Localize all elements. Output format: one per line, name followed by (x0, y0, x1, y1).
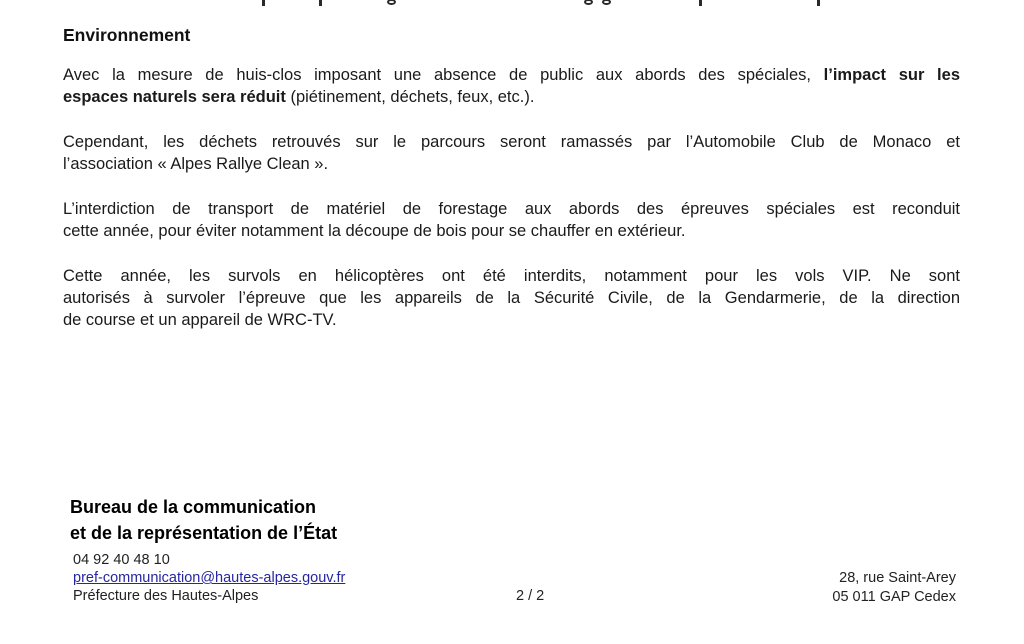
body-paragraph (63, 131, 960, 175)
text-line (63, 198, 960, 220)
footer-address-block (832, 569, 956, 606)
letter-descender-fragment (584, 0, 593, 5)
text-line (63, 131, 960, 153)
text: Cette année, les survols en hélicoptères ont été interdits, notamment pour les vols VIP. Ne sont (63, 267, 960, 285)
letter-descender-fragment (262, 0, 265, 6)
body-paragraphs (63, 64, 960, 331)
text-line (63, 287, 960, 309)
text: (piétinement, déchets, feux, etc.). (285, 88, 535, 106)
text: autorisés à survoler l’épreuve que les appareils de la Sécurité Civile, de la Gendarmerie, de la direction (63, 289, 960, 307)
page-number: 2 / 2 (516, 588, 545, 604)
section-heading: Environnement (63, 25, 191, 45)
text: cette année, pour éviter notamment la découpe de bois pour se chauffer en extérieur. (63, 222, 686, 240)
text: de course et un appareil de WRC-TV. (63, 311, 337, 329)
footer-contact-block (73, 551, 345, 605)
text-line (63, 220, 960, 242)
body-paragraph (63, 64, 960, 108)
body-paragraph (63, 265, 960, 331)
text: Avec la mesure de huis-clos imposant une absence de public aux abords des spéciales, (63, 66, 824, 84)
text-line (63, 153, 960, 175)
letter-descender-fragment (387, 0, 396, 5)
text: Cependant, les déchets retrouvés sur le parcours seront ramassés par l’Automobile Club de Monaco et (63, 133, 960, 151)
text: l’association « Alpes Rallye Clean ». (63, 155, 329, 173)
bold-text: l’impact sur les (823, 66, 960, 84)
bold-text: espaces naturels sera réduit (63, 88, 286, 106)
document-body (63, 25, 960, 354)
cropped-text-line (0, 0, 1024, 7)
text-line (63, 86, 960, 108)
letter-descender-fragment (699, 0, 702, 6)
email-link[interactable]: pref-communication@hautes-alpes.gouv.fr (73, 570, 346, 586)
footer-office-line2: et de la représentation de l’État (70, 523, 338, 543)
footer-organization: Préfecture des Hautes-Alpes (73, 588, 259, 604)
text-line (63, 64, 960, 86)
text: L’interdiction de transport de matériel de forestage aux abords des épreuves spéciales est reconduit (63, 200, 960, 218)
text-line (63, 265, 960, 287)
body-paragraph (63, 198, 960, 242)
footer-address-line1: 28, rue Saint-Arey (839, 570, 956, 586)
letter-descender-fragment (602, 0, 611, 5)
footer-office-title (70, 494, 337, 546)
footer-address-line2: 05 011 GAP Cedex (832, 588, 956, 605)
text-line (63, 309, 960, 331)
letter-descender-fragment (817, 0, 820, 6)
footer-office-line1: Bureau de la communication (70, 497, 317, 517)
footer-phone: 04 92 40 48 10 (73, 552, 170, 568)
letter-descender-fragment (319, 0, 322, 6)
